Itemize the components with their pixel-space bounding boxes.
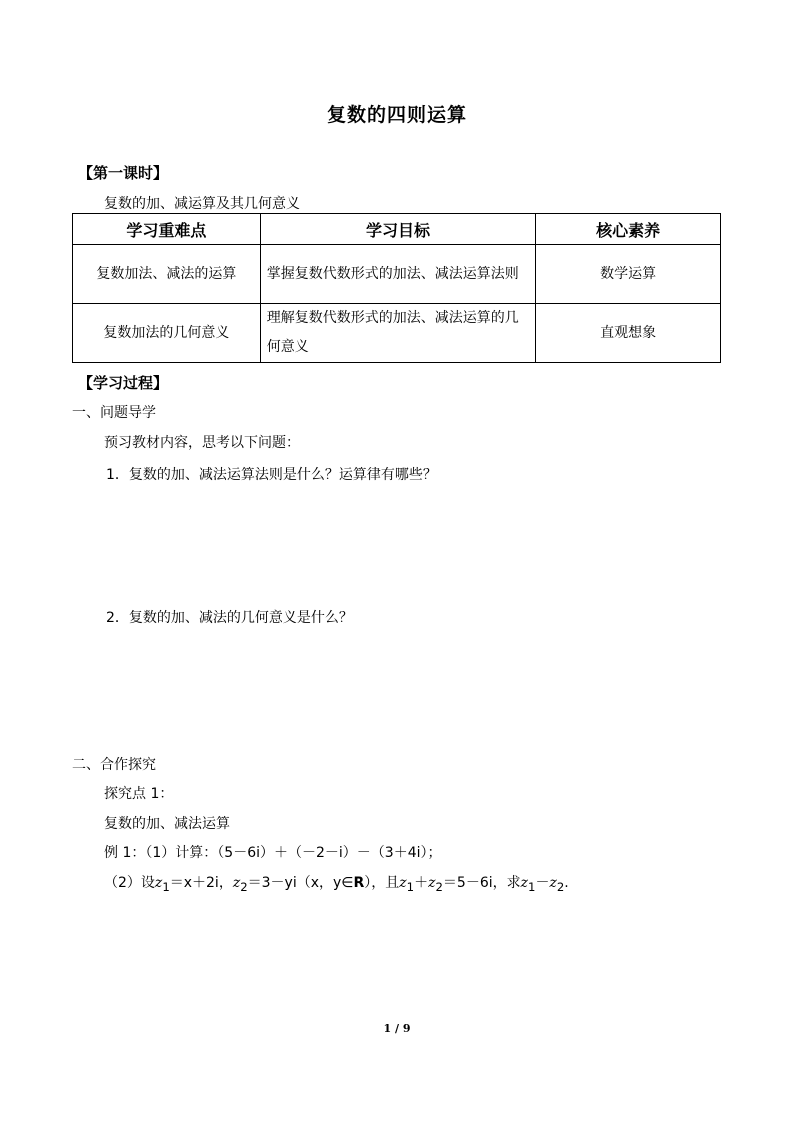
- part1-intro: 预习教材内容，思考以下问题：: [104, 435, 300, 451]
- var-z: z: [154, 875, 163, 891]
- example-1-line-1: [104, 842, 442, 862]
- question-2: 2．复数的加、减法的几何意义是什么？: [106, 610, 353, 626]
- real-set-symbol: R: [353, 875, 365, 891]
- sub-question-1-prefix: （1）计算：: [145, 845, 218, 861]
- subscript-2: 2: [240, 879, 248, 894]
- table-row: [73, 245, 721, 304]
- var-z: z: [549, 875, 557, 891]
- table-header: 学习重难点: [73, 214, 261, 245]
- eq-z1: ＝x＋2i，: [169, 875, 233, 891]
- subscript-1: 1: [406, 879, 415, 894]
- sub-question-2-prefix: （2）设: [104, 875, 155, 891]
- var-z: z: [520, 875, 529, 891]
- table-cell: 掌握复数代数形式的加法、减法运算法则: [260, 245, 536, 304]
- part1-heading: 一、问题导学: [72, 405, 156, 421]
- subscript-1: 1: [528, 879, 536, 894]
- minus-sign: －: [535, 875, 550, 891]
- plus-sign: ＋: [414, 875, 429, 891]
- subscript-2: 2: [435, 879, 443, 894]
- table-cell: 直观想象: [536, 304, 721, 363]
- var-z: z: [428, 875, 436, 891]
- table-row: [73, 304, 721, 363]
- process-heading: 【学习过程】: [78, 374, 169, 392]
- table-cell: 复数加法、减法的运算: [73, 245, 261, 304]
- table-header-row: [73, 214, 721, 245]
- page-number: 1 / 9: [383, 1022, 411, 1035]
- question-1: 1．复数的加、减法运算法则是什么？运算律有哪些？: [106, 467, 437, 483]
- eq-z2: ＝3－yi（x，y∈: [247, 875, 354, 891]
- sub-question-1-expression: （5－6i）＋（－2－i）－（3＋4i）；: [217, 845, 442, 861]
- objectives-table: [72, 213, 721, 363]
- var-z: z: [399, 875, 407, 891]
- subscript-2: 2: [556, 879, 565, 894]
- exploration-title: 复数的加、减法运算: [104, 816, 230, 832]
- lesson-heading: 【第一课时】: [78, 164, 169, 182]
- table-cell: 复数加法的几何意义: [73, 304, 261, 363]
- exploration-point: 探究点 1：: [104, 786, 174, 802]
- example-label: 例 1：: [104, 845, 146, 861]
- var-z: z: [232, 875, 241, 891]
- table-header: 学习目标: [260, 214, 536, 245]
- condition-text: ），且: [364, 875, 400, 891]
- example-1-line-2: [104, 872, 569, 894]
- subscript-1: 1: [162, 879, 170, 894]
- table-header: 核心素养: [536, 214, 721, 245]
- period: .: [564, 875, 569, 891]
- sum-value: ＝5－6i，求: [442, 875, 521, 891]
- table-cell: 数学运算: [536, 245, 721, 304]
- lesson-topic: 复数的加、减运算及其几何意义: [104, 196, 300, 212]
- part2-heading: 二、合作探究: [72, 757, 156, 773]
- table-cell: 理解复数代数形式的加法、减法运算的几何意义: [260, 304, 536, 363]
- page-title: 复数的四则运算: [326, 104, 467, 126]
